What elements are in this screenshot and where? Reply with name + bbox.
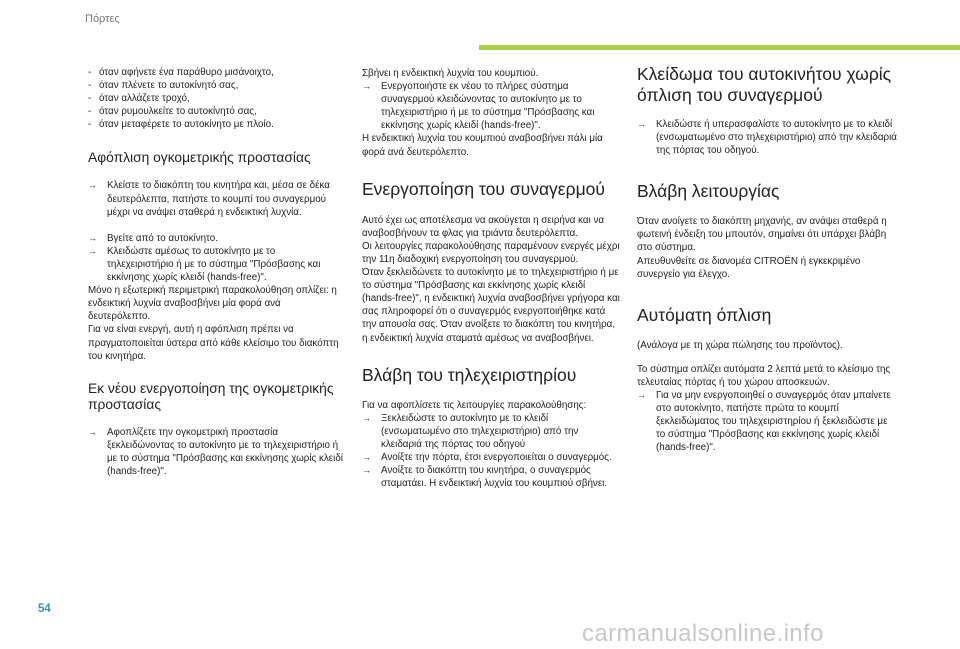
watermark: carmanualsonline.info [582, 620, 824, 647]
paragraph: Όταν ανοίγετε το διακόπτη μηχανής, αν ανάψει σταθερά η φωτεινή ένδειξη του μπουτόν, σημαίνει ότι υπάρχει βλάβη στο σύστημα. [637, 216, 887, 254]
paragraph: Όταν ξεκλειδώνετε το αυτοκίνητο με το τηλεχειριστήριο ή με το σύστημα "Πρόσβασης και εκκίνησης χωρίς κλειδί (hands-free)", η ενδεικτική λυχνία αναβοσβήνει γρήγορα και σας πληροφορεί ότι ο συναγερμός ενεργοποιήθηκε κατά την απουσία σας. Όταν ανοίξετε το διακόπτη του κινητήρα, η ενδεικτική λυχνία σταματά αμέσως να αναβοσβήνει. [362, 267, 620, 344]
column-right [637, 64, 899, 455]
intro-dash-list [88, 66, 344, 131]
section-label: Πόρτες [85, 13, 120, 25]
bullet-item: → Αφοπλίζετε την ογκομετρική προστασία ξεκλειδώνοντας το αυτοκίνητο με το τηλεχειριστήριο ή με το σύστημα "Πρόσβασης και εκκίνησης χωρίς κλειδί (hands-free)". [88, 426, 344, 478]
bullet-item: → Ενεργοποιήστε εκ νέου το πλήρες σύστημα συναγερμού κλειδώνοντας το αυτοκίνητο με το τηλεχειριστήριο ή με το σύστημα "Πρόσβασης και εκκίνησης χωρίς κλειδί (hands-free)". [362, 80, 620, 132]
column-middle [362, 67, 620, 490]
column-left [88, 66, 344, 478]
heading-malfunction: Βλάβη λειτουργίας [637, 181, 780, 202]
paragraph: Το σύστημα οπλίζει αυτόματα 2 λεπτά μετά το κλείσιμο της τελευταίας πόρτας ή του χώρου αποσκευών. [637, 363, 891, 388]
bullet-item: → Ανοίξτε την πόρτα, έτσι ενεργοποιείται ο συναγερμός. [362, 451, 620, 464]
heading-remote-fault: Βλάβη του τηλεχειριστηρίου [362, 364, 577, 385]
paragraph: (Ανάλογα με τη χώρα πώλησης του προϊόντος). [637, 339, 843, 351]
paragraph: Αυτό έχει ως αποτέλεσμα να ακούγεται η σειρήνα και να αναβοσβήνουν τα φλας για τριάντα δευτερόλεπτα. [362, 214, 605, 239]
accent-bar [479, 45, 960, 50]
page-number: 54 [38, 603, 51, 615]
paragraph: Οι λειτουργίες παρακολούθησης παραμένουν ενεργές μέχρι την 11η διαδοχική ενεργοποίηση του συναγερμού. [362, 240, 620, 265]
heading-reactivation: Εκ νέου ενεργοποίηση της ογκομετρικής προστασίας [88, 380, 334, 412]
bullet-item: → Βγείτε από το αυτοκίνητο. [88, 232, 344, 245]
list-item: - όταν αλλάζετε τροχό, [88, 92, 344, 105]
bullet-item: → Ξεκλειδώστε το αυτοκίνητο με το κλειδί (ενσωματωμένο στο τηλεχειριστήριο) από την κλειδαριά της πόρτας του οδηγού [362, 412, 620, 451]
list-item: - όταν μεταφέρετε το αυτοκίνητο με πλοίο. [88, 118, 344, 131]
paragraph: Η ενδεικτική λυχνία του κουμπιού αναβοσβήνει πάλι μία φορά ανά δευτερόλεπτο. [362, 133, 603, 158]
bullet-item: → Ανοίξτε το διακόπτη του κινητήρα, ο συναγερμός σταματάει. Η ενδεικτική λυχνία του κουμπιού σβήνει. [362, 464, 620, 490]
heading-lock-without-alarm: Κλείδωμα του αυτοκινήτου χωρίς όπλιση του συναγερμού [637, 64, 892, 105]
paragraph: Για να είναι ενεργή, αυτή η αφόπλιση πρέπει να πραγματοποιείται ύστερα από κάθε κλείσιμο του διακόπτη του κινητήρα. [88, 324, 339, 362]
list-item: - όταν πλένετε το αυτοκίνητό σας, [88, 79, 344, 92]
heading-deactivation: Αφόπλιση ογκομετρικής προστασίας [88, 150, 311, 166]
paragraph: Σβήνει η ενδεικτική λυχνία του κουμπιού. [362, 68, 539, 79]
bullet-item: → Κλείστε το διακόπτη του κινητήρα και, μέσα σε δέκα δευτερόλεπτα, πατήστε το κουμπί του συναγερμού μέχρι να ανάψει σταθερά η ενδεικτική λυχνία. [88, 179, 344, 218]
heading-alarm-trigger: Ενεργοποίηση του συναγερμού [362, 178, 605, 199]
bullet-item: → Κλειδώστε αμέσως το αυτοκίνητο με το τηλεχειριστήριο ή με το σύστημα "Πρόσβασης και εκκίνησης χωρίς κλειδί (hands-free)". [88, 245, 344, 284]
bullet-item: → Κλειδώστε ή υπερασφαλίστε το αυτοκίνητο με το κλειδί (ενσωματωμένο στο τηλεχειριστήριο) από την κλειδαριά της πόρτας του οδηγού. [637, 118, 899, 157]
list-item: - όταν αφήνετε ένα παράθυρο μισάνοιχτο, [88, 66, 344, 79]
bullet-item: → Για να μην ενεργοποιηθεί ο συναγερμός όταν μπαίνετε στο αυτοκίνητο, πατήστε πρώτα το κουμπί ξεκλειδώματος του τηλεχειριστηρίου ή ξεκλειδώστε με το σύστημα "Πρόσβασης και εκκίνησης χωρίς κλειδί (hands-free)". [637, 389, 899, 454]
heading-automatic-arming: Αυτόματη όπλιση [637, 304, 772, 325]
paragraph: Μόνο η εξωτερική περιμετρική παρακολούθηση οπλίζει: η ενδεικτική λυχνία αναβοσβήνει μία φορά ανά δευτερόλεπτο. [88, 285, 337, 323]
paragraph: Απευθυνθείτε σε διανομέα CITROËN ή εγκεκριμένο συνεργείο για έλεγχο. [637, 255, 861, 280]
list-item: - όταν ρυμουλκείτε το αυτοκίνητό σας, [88, 105, 344, 118]
paragraph: Για να αφοπλίσετε τις λειτουργίες παρακολούθησης: [362, 399, 587, 411]
